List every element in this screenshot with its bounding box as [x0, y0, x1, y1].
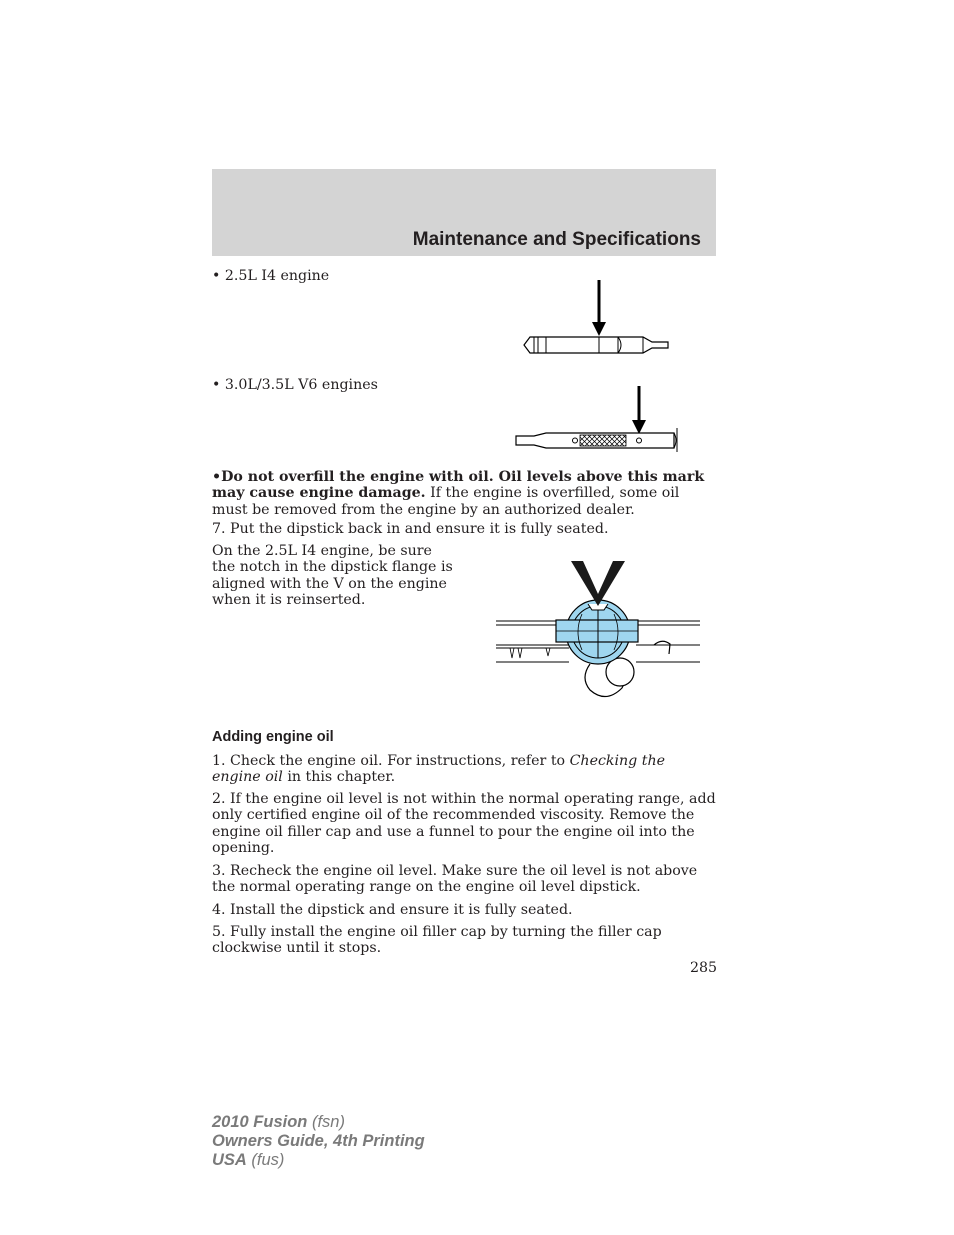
- document-footer: [212, 1113, 425, 1170]
- section-header-band: [212, 169, 716, 256]
- add-step-4: 4. Install the dipstick and ensure it is fully seated.: [212, 902, 573, 918]
- footer-region-line: [212, 1151, 425, 1170]
- dipstick-v6-illustration: [512, 384, 682, 454]
- footer-guide-line: [212, 1132, 425, 1151]
- section-title: Maintenance and Specifications: [412, 229, 701, 250]
- page-number: 285: [690, 960, 718, 976]
- engine-label-i4: • 2.5L I4 engine: [212, 268, 330, 284]
- add-step-2: 2. If the engine oil level is not within the normal operating range, add only certified engine oil of the recommended viscosity. Remove the engine oil filler cap and use a funnel to pour the engine oil into the opening.: [212, 791, 716, 857]
- footer-region-code: (fus): [246, 1151, 285, 1169]
- overfill-warning: [212, 469, 716, 518]
- flange-alignment-illustration: [494, 558, 704, 700]
- engine-label-v6: • 3.0L/3.5L V6 engines: [212, 377, 378, 393]
- overfill-warning-text: If the engine is overfilled, some oil must be removed from the engine by an authorized dealer.: [212, 485, 680, 518]
- checking-engine-oil-reference: Checking the engine oil: [212, 753, 666, 786]
- add-step-3: 3. Recheck the engine oil level. Make sure the oil level is not above the normal operating range on the engine oil level dipstick.: [212, 863, 698, 896]
- footer-guide: Owners Guide, 4th Printing: [212, 1132, 425, 1150]
- add-step-5: 5. Fully install the engine oil filler cap by turning the filler cap clockwise until it stops.: [212, 924, 662, 957]
- footer-model-code: (fsn): [307, 1113, 345, 1131]
- footer-model-line: [212, 1113, 425, 1132]
- footer-model: 2010 Fusion: [212, 1113, 308, 1131]
- notch-alignment-note: On the 2.5L I4 engine, be sure the notch in the dipstick flange is aligned with the V on the engine when it is reinserted.: [212, 543, 453, 609]
- dipstick-i4-illustration: [515, 278, 675, 358]
- overfill-warning-bold: •Do not overfill the engine with oil. Oil levels above this mark may cause engine damage.: [212, 469, 705, 502]
- footer-region: USA: [212, 1151, 247, 1169]
- step-7: 7. Put the dipstick back in and ensure it is fully seated.: [212, 521, 609, 537]
- add-step-1: [212, 753, 716, 786]
- add-step-1-text: 1. Check the engine oil. For instructions, refer to: [212, 753, 570, 769]
- add-step-1-tail: in this chapter.: [282, 769, 396, 786]
- adding-engine-oil-heading: Adding engine oil: [212, 729, 334, 745]
